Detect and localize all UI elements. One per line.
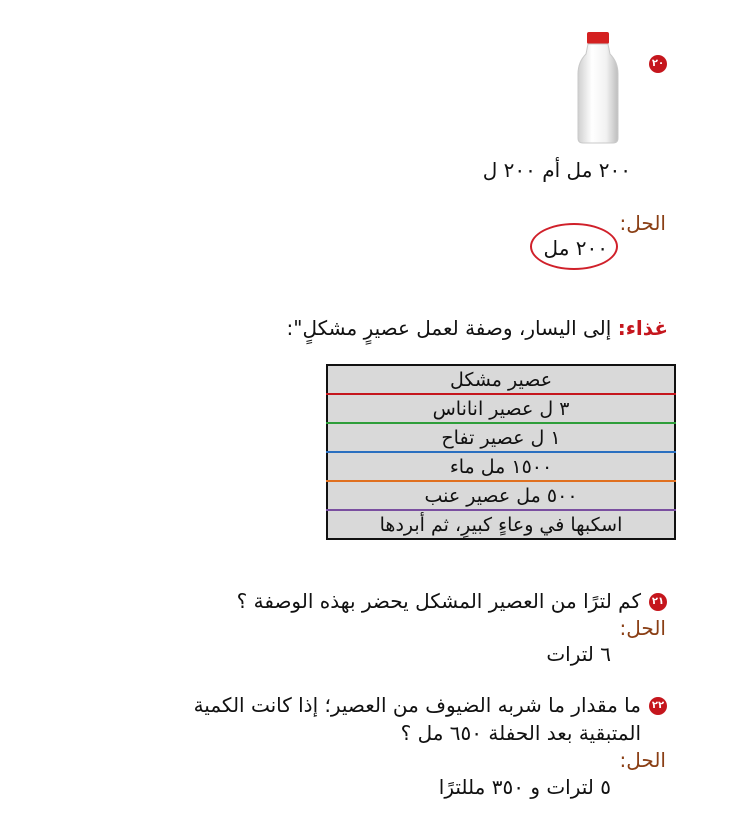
recipe-table [326, 364, 676, 540]
question-22-text-line1: ما مقدار ما شربه الضيوف من العصير؛ إذا كانت الكمية [193, 693, 641, 717]
question-number-badge: ٢٢ [649, 697, 667, 715]
solution-label: الحل: [619, 748, 666, 772]
question-22-answer: ٥ لترات و ٣٥٠ مللترًا [438, 775, 611, 799]
solution-label: الحل: [619, 616, 666, 640]
recipe-row: ١ ل عصير تفاح [327, 423, 675, 452]
food-text: إلى اليسار، وصفة لعمل عصيرٍ مشكلٍ": [286, 316, 612, 340]
question-number-badge: ٢١ [649, 593, 667, 611]
solution-label: الحل: [619, 211, 666, 235]
recipe-row: اسكبها في وعاءٍ كبيرٍ، ثم أبردها [379, 513, 623, 536]
question-22-text-line2: المتبقية بعد الحفلة ٦٥٠ مل ؟ [400, 721, 641, 745]
milk-bottle-image [572, 30, 624, 145]
recipe-title: عصير مشكل [327, 365, 675, 394]
recipe-row: ٣ ل عصير اناناس [327, 394, 675, 423]
recipe-row: ٥٠٠ مل عصير عنب [327, 481, 675, 510]
question-20-text: ٢٠٠ مل أم ٢٠٠ ل [482, 158, 631, 182]
food-label: غذاء: [617, 316, 668, 340]
question-number-badge: ٢٠ [649, 55, 667, 73]
question-21-answer: ٦ لترات [546, 642, 611, 666]
food-prompt [287, 316, 668, 340]
question-20-answer: ٢٠٠ مل [543, 236, 608, 260]
question-21-text: كم لترًا من العصير المشكل يحضر بهذه الوصفة ؟ [236, 589, 641, 613]
recipe-row: ١٥٠٠ مل ماء [327, 452, 675, 481]
